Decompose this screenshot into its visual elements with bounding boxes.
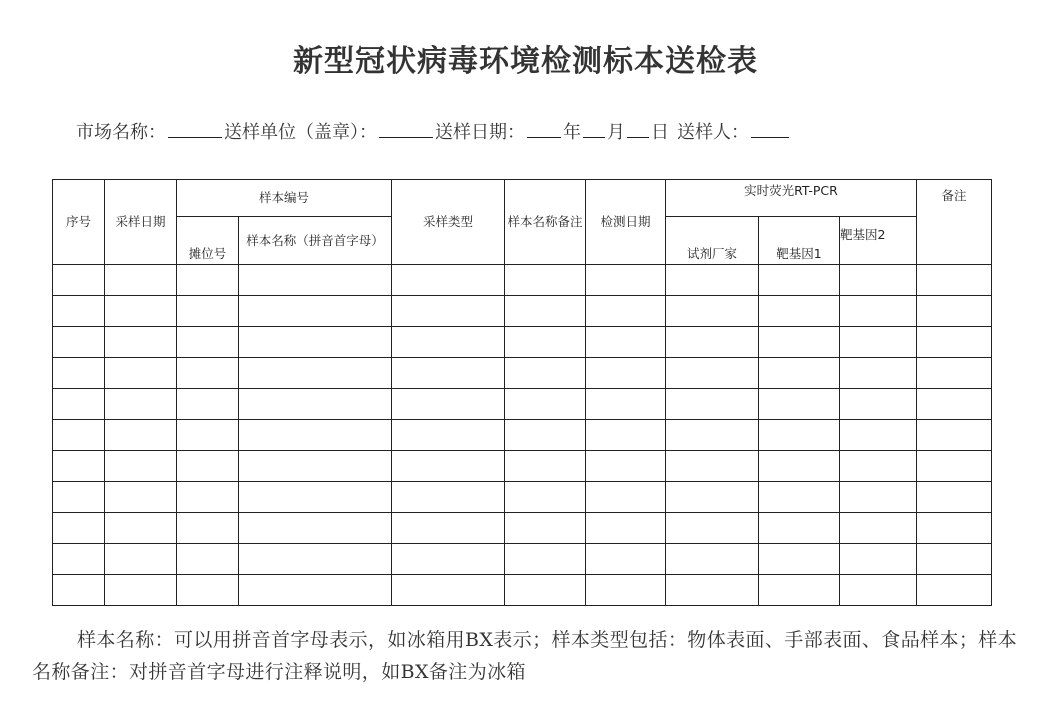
table-cell: [840, 482, 917, 513]
table-cell: [239, 451, 392, 482]
table-cell: [917, 389, 992, 420]
form-title: 新型冠状病毒环境检测标本送检表: [293, 44, 758, 79]
table-cell: [917, 513, 992, 544]
month-label: 月: [607, 122, 625, 143]
table-cell: [105, 327, 177, 358]
table-cell: [759, 513, 840, 544]
table-cell: [177, 451, 239, 482]
table-cell: [392, 296, 505, 327]
table-cell: [759, 544, 840, 575]
table-row: [53, 575, 992, 606]
unit-label: 送样单位（盖章）：: [224, 122, 377, 143]
table-cell: [392, 327, 505, 358]
header-sample-name: 样本名称（拼音首字母）: [239, 217, 392, 265]
year-label: 年: [563, 122, 581, 143]
market-blank: [168, 119, 222, 138]
table-cell: [239, 327, 392, 358]
header-sample-date: 采样日期: [105, 180, 177, 265]
table-cell: [666, 327, 759, 358]
table-cell: [586, 451, 666, 482]
table-cell: [666, 482, 759, 513]
table-cell: [177, 389, 239, 420]
table-cell: [505, 451, 586, 482]
table-cell: [239, 389, 392, 420]
table-cell: [666, 389, 759, 420]
table-cell: [105, 451, 177, 482]
table-cell: [177, 482, 239, 513]
table-cell: [392, 575, 505, 606]
table-cell: [759, 265, 840, 296]
table-cell: [917, 327, 992, 358]
table-cell: [840, 296, 917, 327]
table-cell: [586, 296, 666, 327]
header-pcr: 实时荧光RT-PCR: [666, 180, 917, 217]
table-cell: [177, 265, 239, 296]
table-cell: [586, 327, 666, 358]
table-cell: [840, 451, 917, 482]
sender-label: 送样人：: [677, 122, 749, 143]
header-remarks: 备注: [917, 180, 992, 265]
table-cell: [392, 451, 505, 482]
table-cell: [239, 296, 392, 327]
month-blank: [583, 119, 605, 138]
table-cell: [105, 389, 177, 420]
header-sample-type: 采样类型: [392, 180, 505, 265]
table-cell: [239, 358, 392, 389]
table-cell: [666, 513, 759, 544]
table-cell: [505, 358, 586, 389]
table-cell: [392, 389, 505, 420]
table-cell: [53, 544, 105, 575]
table-cell: [505, 389, 586, 420]
table-cell: [586, 575, 666, 606]
table-cell: [177, 420, 239, 451]
table-cell: [239, 482, 392, 513]
table-cell: [53, 420, 105, 451]
table-cell: [586, 544, 666, 575]
table-cell: [840, 420, 917, 451]
table-cell: [666, 451, 759, 482]
table-cell: [239, 544, 392, 575]
table-cell: [392, 482, 505, 513]
table-cell: [917, 265, 992, 296]
table-cell: [759, 451, 840, 482]
table-cell: [666, 575, 759, 606]
header-gene1: 靶基因1: [759, 217, 840, 265]
table-row: [53, 513, 992, 544]
table-cell: [759, 482, 840, 513]
header-test-date: 检测日期: [586, 180, 666, 265]
unit-blank: [379, 119, 433, 138]
table-row: [53, 389, 992, 420]
table-cell: [53, 451, 105, 482]
table-cell: [586, 389, 666, 420]
table-cell: [840, 513, 917, 544]
day-blank: [627, 119, 649, 138]
table-cell: [177, 513, 239, 544]
table-cell: [177, 358, 239, 389]
year-blank: [527, 119, 561, 138]
table-cell: [505, 513, 586, 544]
table-cell: [53, 265, 105, 296]
table-cell: [666, 358, 759, 389]
sender-blank: [751, 119, 789, 138]
table-cell: [105, 575, 177, 606]
table-cell: [392, 358, 505, 389]
table-cell: [759, 575, 840, 606]
table-cell: [840, 327, 917, 358]
table-cell: [239, 265, 392, 296]
table-cell: [586, 482, 666, 513]
table-cell: [840, 358, 917, 389]
table-cell: [392, 513, 505, 544]
header-serial: 序号: [53, 180, 105, 265]
table-cell: [105, 544, 177, 575]
table-cell: [53, 358, 105, 389]
table-cell: [666, 296, 759, 327]
table-cell: [105, 482, 177, 513]
table-cell: [586, 265, 666, 296]
table-row: [53, 296, 992, 327]
header-sample-code: 样本编号: [177, 180, 392, 217]
table-cell: [177, 544, 239, 575]
table-cell: [53, 513, 105, 544]
table-cell: [177, 327, 239, 358]
table-cell: [105, 265, 177, 296]
table-cell: [840, 265, 917, 296]
table-cell: [840, 544, 917, 575]
table-cell: [917, 358, 992, 389]
table-cell: [917, 544, 992, 575]
table-cell: [177, 296, 239, 327]
table-cell: [53, 327, 105, 358]
table-cell: [917, 296, 992, 327]
table-cell: [53, 389, 105, 420]
table-cell: [239, 513, 392, 544]
market-label: 市场名称：: [76, 122, 166, 143]
table-cell: [666, 420, 759, 451]
table-cell: [666, 544, 759, 575]
table-cell: [840, 389, 917, 420]
table-cell: [505, 420, 586, 451]
table-cell: [392, 544, 505, 575]
table-cell: [586, 420, 666, 451]
table-cell: [105, 358, 177, 389]
table-row: [53, 451, 992, 482]
table-cell: [53, 296, 105, 327]
table-cell: [105, 420, 177, 451]
table-row: [53, 327, 992, 358]
table-cell: [759, 358, 840, 389]
header-reagent: 试剂厂家: [666, 217, 759, 265]
table-cell: [53, 575, 105, 606]
table-row: [53, 544, 992, 575]
table-cell: [586, 513, 666, 544]
table-cell: [505, 544, 586, 575]
table-cell: [586, 358, 666, 389]
table-row: [53, 265, 992, 296]
table-cell: [759, 420, 840, 451]
table-cell: [505, 327, 586, 358]
table-cell: [105, 513, 177, 544]
day-label: 日: [651, 122, 669, 143]
table-cell: [759, 296, 840, 327]
table-cell: [840, 575, 917, 606]
table-cell: [917, 482, 992, 513]
date-label: 送样日期：: [435, 122, 525, 143]
table-cell: [392, 265, 505, 296]
table-cell: [392, 420, 505, 451]
table-cell: [239, 420, 392, 451]
header-gene2: 靶基因2: [840, 217, 917, 265]
table-cell: [759, 389, 840, 420]
table-cell: [759, 327, 840, 358]
table-cell: [505, 296, 586, 327]
table-row: [53, 482, 992, 513]
header-booth: 摊位号: [177, 217, 239, 265]
footnote: 样本名称：可以用拼音首字母表示，如冰箱用BX表示；样本类型包括：物体表面、手部表面、食品样本；样本名称备注：对拼音首字母进行注释说明，如BX备注为冰箱: [32, 629, 1018, 683]
table-row: [53, 420, 992, 451]
table-cell: [666, 265, 759, 296]
table-cell: [917, 420, 992, 451]
table-cell: [53, 482, 105, 513]
header-name-note: 样本名称备注: [505, 180, 586, 265]
table-cell: [917, 451, 992, 482]
table-cell: [505, 575, 586, 606]
table-cell: [505, 482, 586, 513]
table-row: [53, 358, 992, 389]
table-cell: [105, 296, 177, 327]
sample-table: [52, 179, 992, 606]
table-cell: [505, 265, 586, 296]
info-line: [76, 118, 791, 144]
table-cell: [917, 575, 992, 606]
table-cell: [177, 575, 239, 606]
table-cell: [239, 575, 392, 606]
